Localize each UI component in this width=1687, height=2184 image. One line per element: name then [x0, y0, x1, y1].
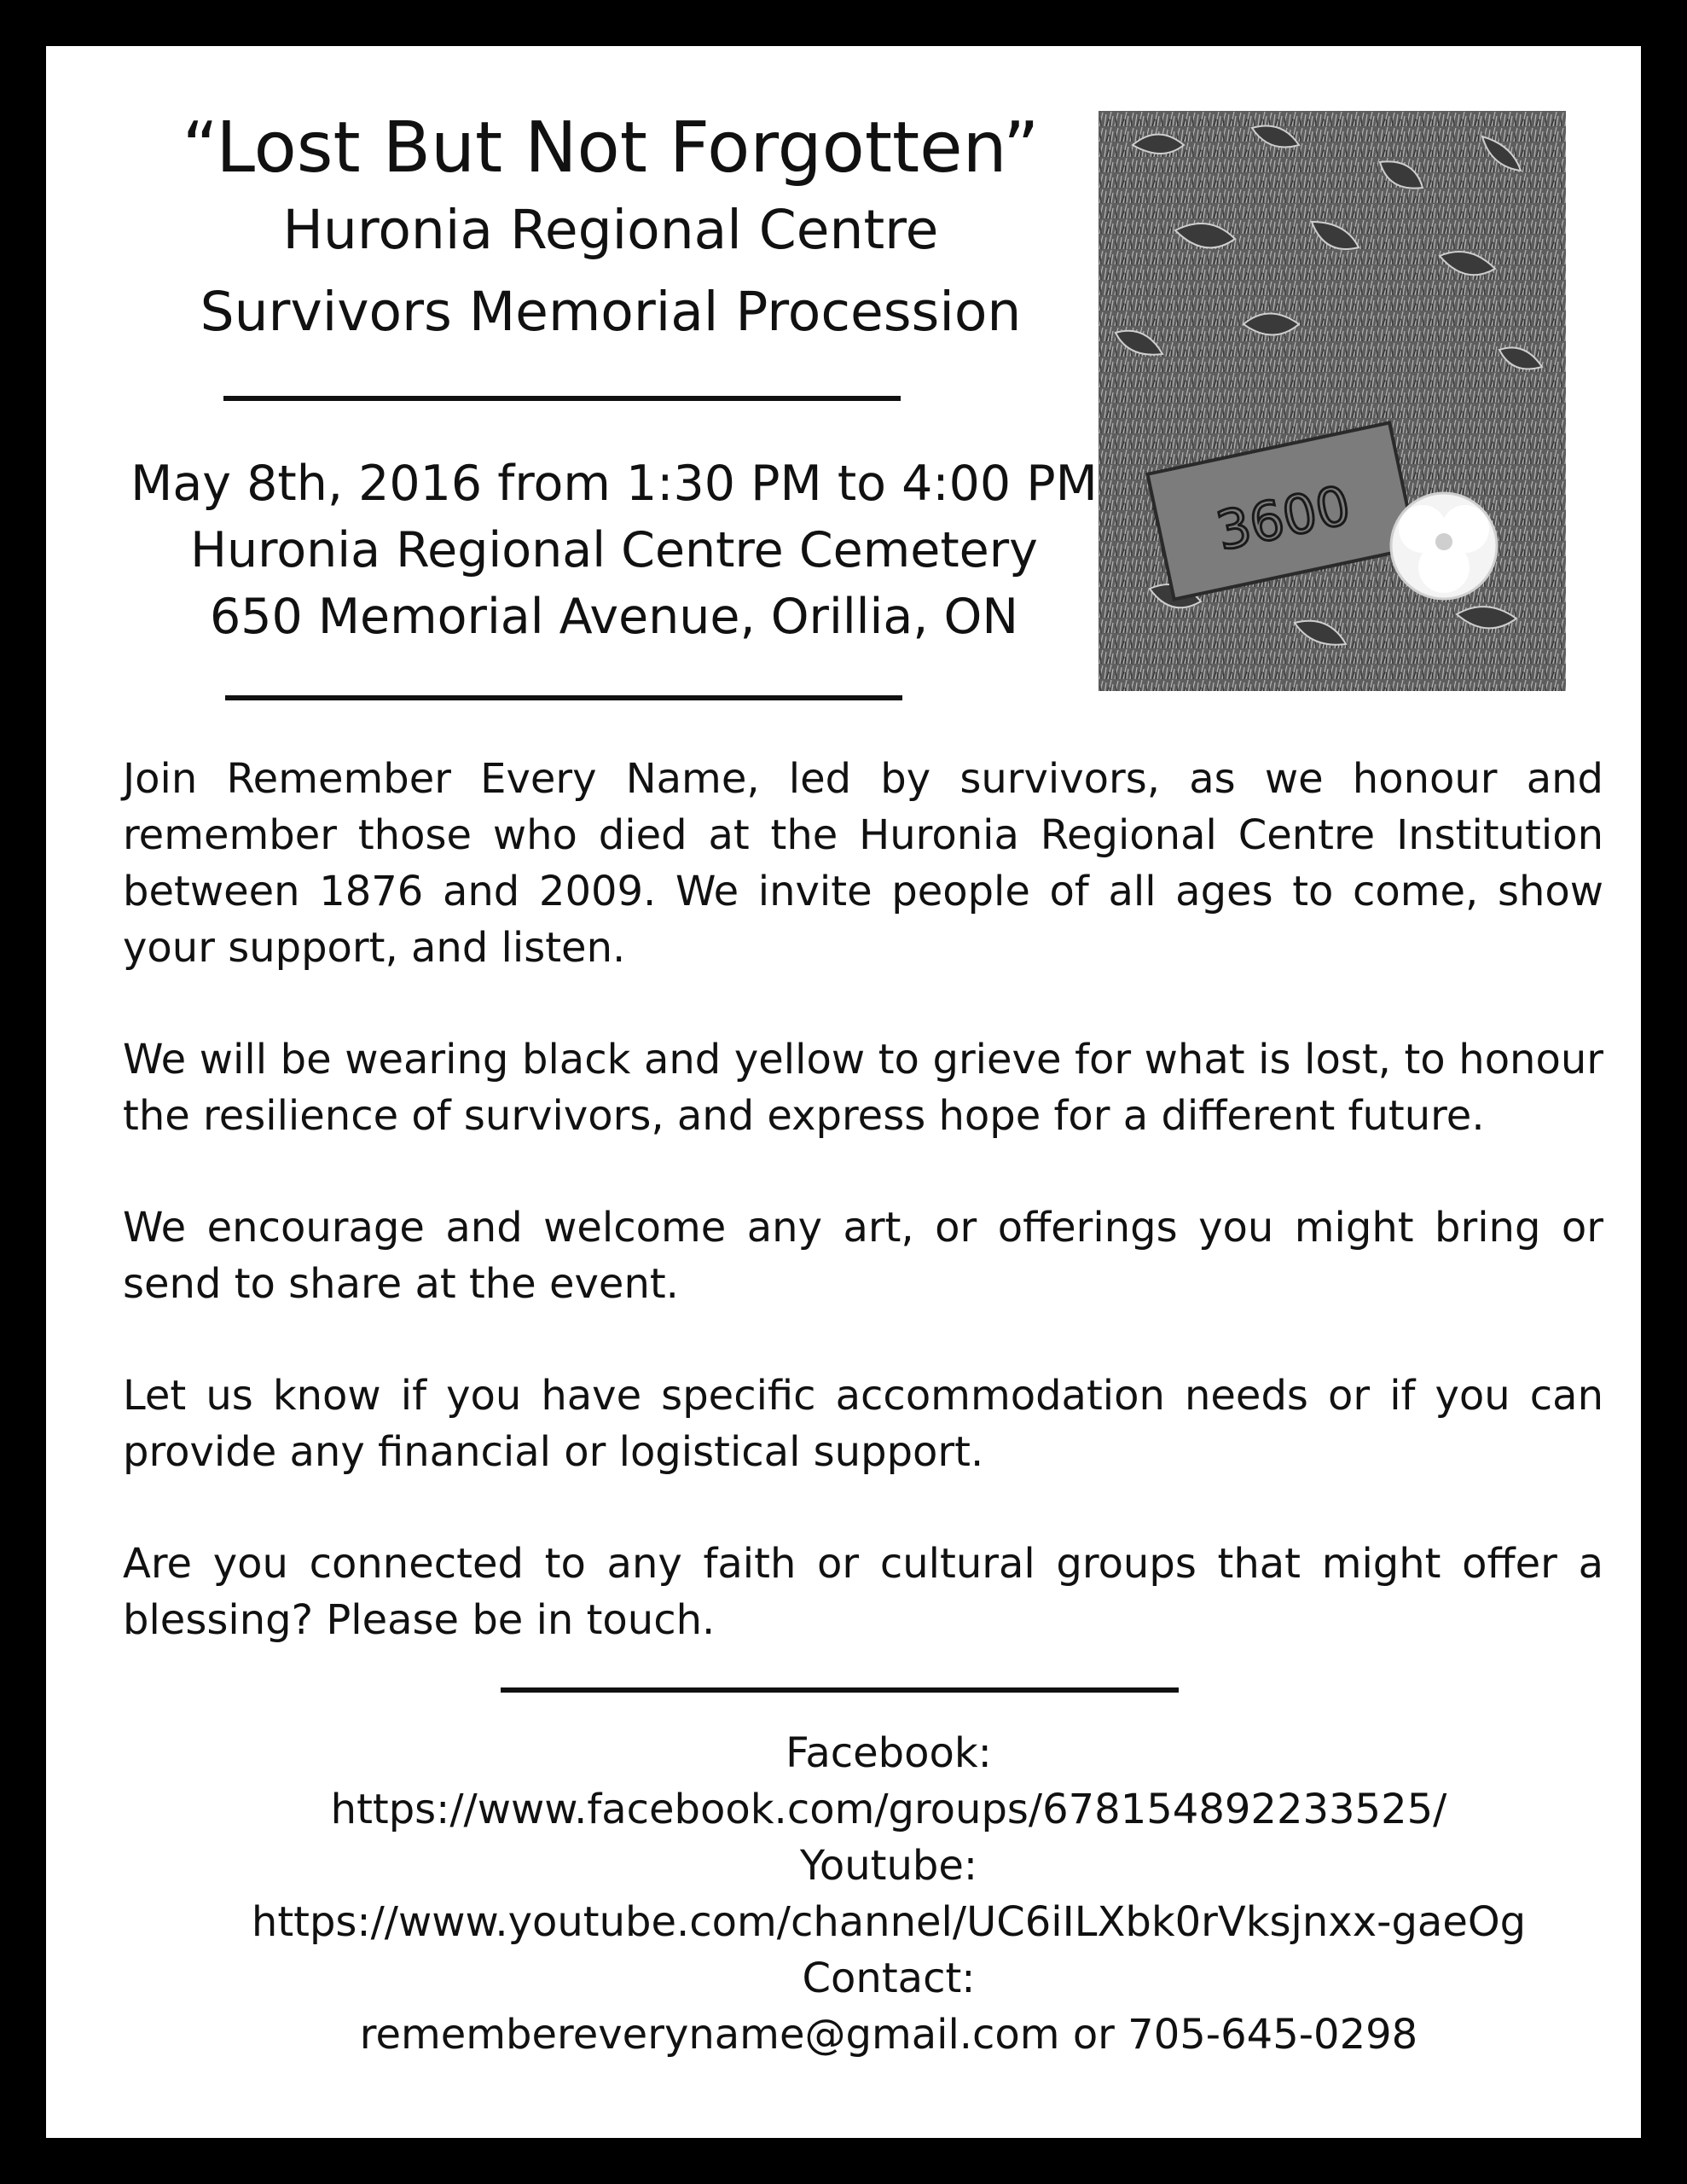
marker-number: 3600: [1210, 473, 1356, 563]
grave-marker-photo: [1099, 111, 1566, 691]
flyer-subtitle-line-1: Huronia Regional Centre: [282, 199, 939, 261]
facebook-label: Facebook:: [786, 1729, 992, 1777]
contact-label: Contact:: [802, 1955, 976, 2002]
contact-details[interactable]: remembereveryname@gmail.com or 705-645-0298: [359, 2011, 1418, 2059]
youtube-link[interactable]: https://www.youtube.com/channel/UC6iILXbk0rVksjnxx-gaeOg: [251, 1898, 1527, 1946]
event-datetime: May 8th, 2016 from 1:30 PM to 4:00 PM: [130, 456, 1098, 512]
contact-info: [97, 1725, 1680, 2063]
facebook-link[interactable]: https://www.facebook.com/groups/678154892233525/: [330, 1786, 1447, 1833]
flyer-body: [123, 751, 1603, 1648]
flyer-header: [94, 107, 1128, 353]
event-address: 650 Memorial Avenue, Orillia, ON: [209, 589, 1019, 645]
grave-marker-photo-icon: [1099, 111, 1566, 691]
youtube-label: Youtube:: [799, 1842, 978, 1890]
divider-middle: [225, 695, 902, 700]
event-venue: Huronia Regional Centre Cemetery: [190, 522, 1038, 578]
flyer-page: [46, 46, 1641, 2138]
paragraph-dress: We will be wearing black and yellow to grieve for what is lost, to honour the resilience of survivors, and express hope for a different future.: [123, 1036, 1603, 1140]
paragraph-offerings: We encourage and welcome any art, or offerings you might bring or send to share at the event.: [123, 1204, 1603, 1308]
flyer-subtitle-line-2: Survivors Memorial Procession: [200, 281, 1022, 343]
paragraph-accommodation: Let us know if you have specific accommodation needs or if you can provide any financial or logistical support.: [123, 1372, 1603, 1476]
paragraph-invitation: Join Remember Every Name, led by survivors, as we honour and remember those who died at the Huronia Regional Centre Institution between 1876 and 2009. We invite people of all ages to come, show your support, and listen.: [123, 755, 1603, 972]
paragraph-blessing: Are you connected to any faith or cultural groups that might offer a blessing? Please be in touch.: [123, 1540, 1603, 1644]
divider-top: [223, 396, 901, 401]
divider-bottom: [501, 1687, 1179, 1693]
event-details: [97, 450, 1131, 650]
flower-icon: [1391, 493, 1497, 599]
flyer-title: “Lost But Not Forgotten”: [182, 107, 1040, 189]
